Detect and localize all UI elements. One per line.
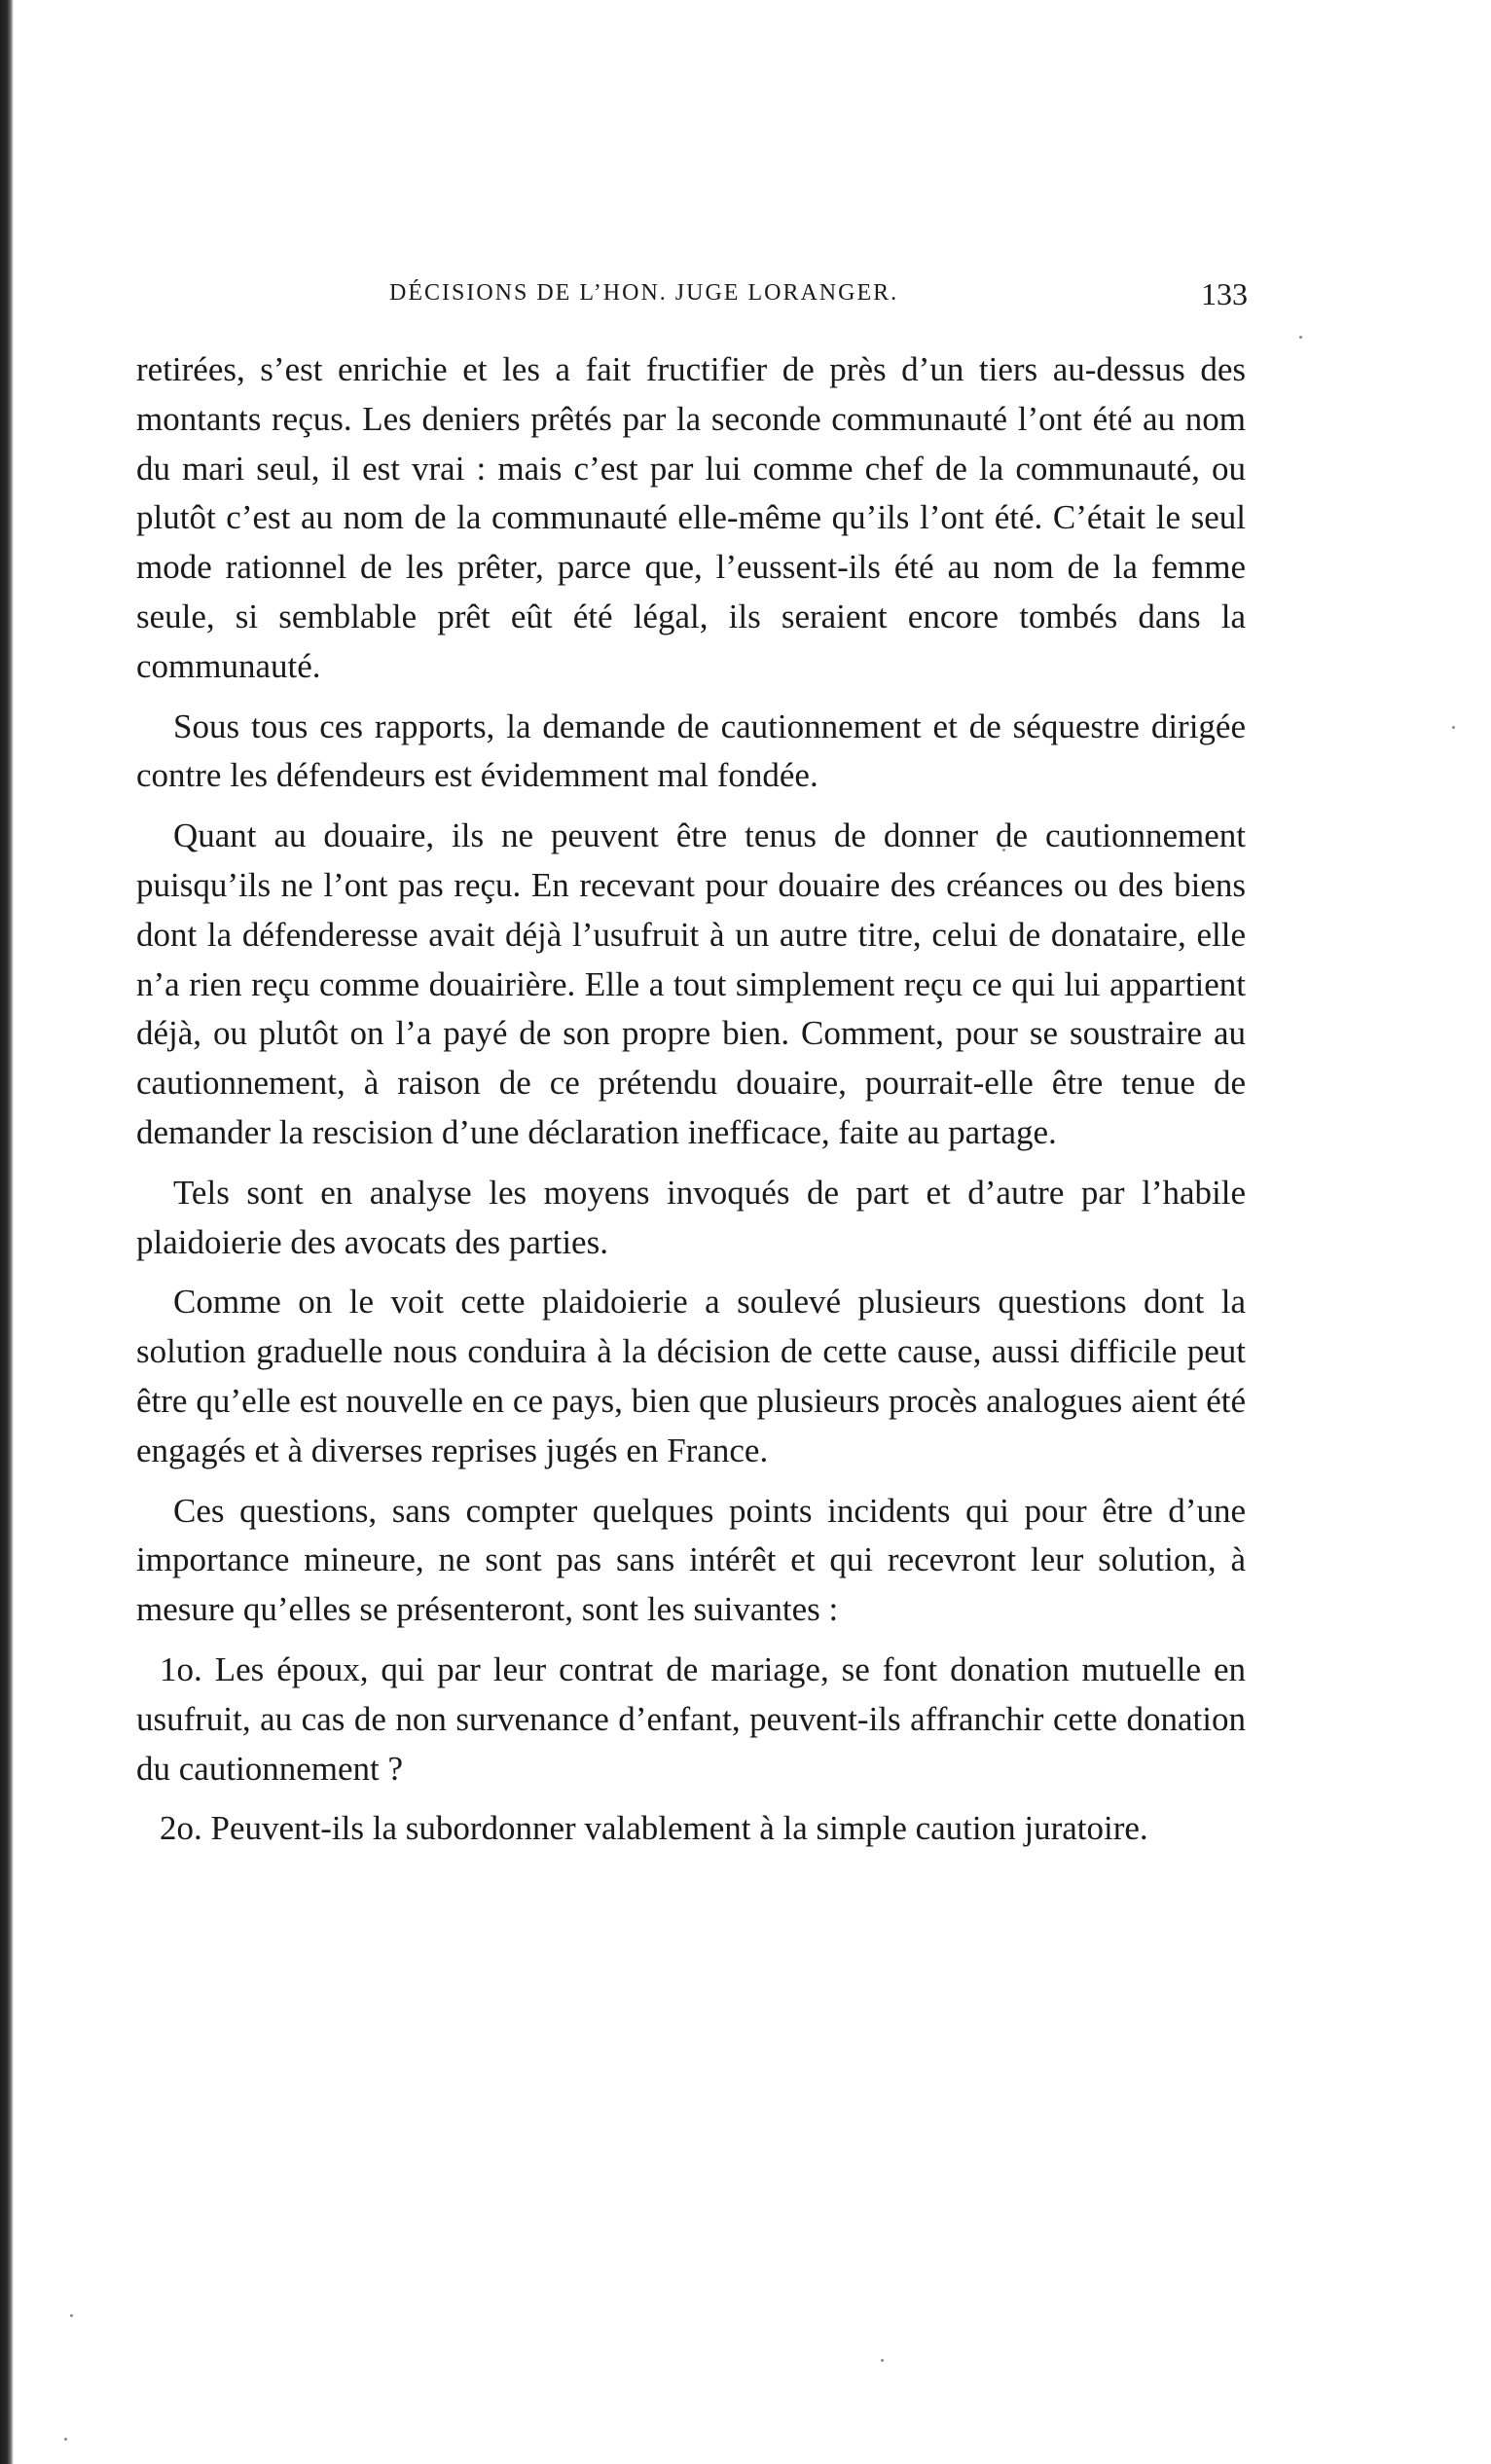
body-text (136, 345, 1246, 1865)
paragraph: Quant au douaire, ils ne peuvent être tenus de donner de cautionnement puisqu’ils ne l’ont pas reçu. En recevant pour douaire des créances ou des biens dont la défenderesse avait déjà l’usufruit à un autre titre, celui de donataire, elle n’a rien reçu comme douairière. Elle a tout simplement reçu ce qui lui appartient déjà, ou plutôt on l’a payé de son propre bien. Comment, pour se soustraire au cautionnement, à raison de ce prétendu douaire, pourrait-elle être tenue de demander la rescision d’une déclaration inefficace, faite au partage. (136, 816, 1246, 1151)
paragraph: Comme on le voit cette plaidoierie a soulevé plusieurs questions dont la solution graduelle nous conduira à la décision de cette cause, aussi difficile peut être qu’elle est nouvelle en ce pays, bien que plusieurs procès analogues aient été engagés et à diverses reprises jugés en France. (136, 1283, 1246, 1469)
numbered-question-2: 2o. Peuvent-ils la subordonner valablement à la simple caution juratoire. (160, 1809, 1148, 1848)
numbered-question-1: 1o. Les époux, qui par leur contrat de mariage, se font donation mutuelle en usufruit, au cas de non survenance d’enfant, peuvent-ils affranchir cette donation du cautionnement ? (136, 1649, 1246, 1788)
paragraph: Ces questions, sans compter quelques points incidents qui pour être d’une importance mineure, ne sont pas sans intérêt et qui recevront leur solution, à mesure qu’elles se présenteront, sont les suivantes : (136, 1491, 1246, 1629)
paragraph: Sous tous ces rapports, la demande de cautionnement et de séquestre dirigée contre les défendeurs est évidemment mal fondée. (136, 707, 1246, 795)
page-number: 133 (1201, 276, 1248, 311)
paper-speck (1299, 336, 1302, 339)
paragraph: Tels sont en analyse les moyens invoqués de part et d’autre par l’habile plaidoierie des avocats des parties. (136, 1173, 1246, 1261)
paper-speck (1452, 726, 1455, 729)
running-header (136, 276, 1248, 319)
paragraph-continued: retirées, s’est enrichie et les a fait fructifier de près d’un tiers au-dessus des montants reçus. Les deniers prêtés par la seconde communauté l’ont été au nom du mari seul, il est vrai : mais c’est par lui comme chef de la communauté, ou plutôt c’est au nom de la communauté elle-même qu’ils l’ont été. C’était le seul mode rationnel de les prêter, parce que, l’eussent-ils été au nom de la femme seule, si semblable prêt eût été légal, ils seraient encore tombés dans la communauté. (136, 350, 1246, 685)
running-title: DÉCISIONS DE L’HON. JUGE LORANGER. (389, 280, 899, 306)
paper-speck (64, 2438, 67, 2441)
page-binding-edge (0, 0, 14, 2464)
paper-speck (70, 2314, 73, 2317)
paper-speck (881, 2359, 884, 2362)
